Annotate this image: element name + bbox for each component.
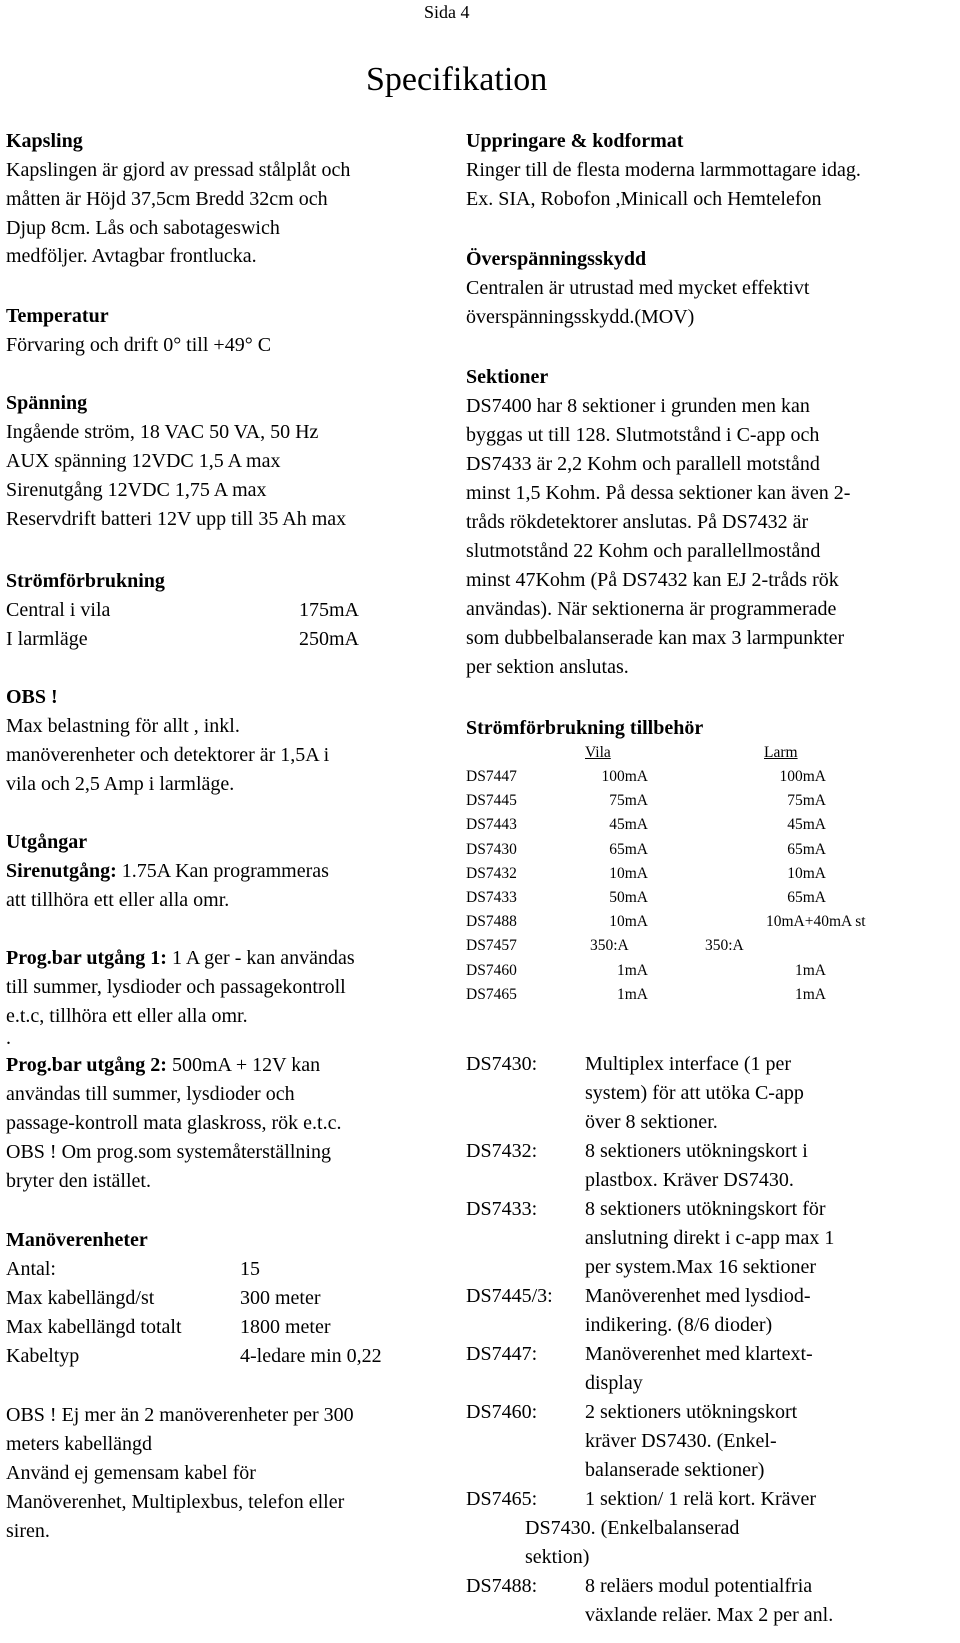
tillbehor-model: DS7432 bbox=[466, 864, 517, 882]
prog2-line: OBS ! Om prog.som systemåterställning bbox=[6, 1141, 331, 1163]
sektioner-line: byggas ut till 128. Slutmotstånd i C-app och bbox=[466, 424, 820, 446]
accessory-desc: sektion) bbox=[525, 1546, 590, 1568]
sektioner-line: som dubbelbalanserade kan max 3 larmpunkter bbox=[466, 627, 845, 649]
page-label: Sida 4 bbox=[424, 2, 470, 22]
uppringare-line: Ex. SIA, Robofon ,Minicall och Hemtelefon bbox=[466, 188, 822, 210]
sirenutgang-label: Sirenutgång: bbox=[6, 860, 117, 882]
tillbehor-col-vila: Vila bbox=[585, 744, 611, 761]
tillbehor-larm: 65mA bbox=[787, 840, 826, 858]
accessory-desc: balanserade sektioner) bbox=[585, 1459, 765, 1481]
accessory-desc: plastbox. Kräver DS7430. bbox=[585, 1169, 794, 1191]
accessory-desc: över 8 sektioner. bbox=[585, 1111, 718, 1133]
prog2-line: användas till summer, lysdioder och bbox=[6, 1083, 295, 1105]
prog2-line: bryter den istället. bbox=[6, 1170, 151, 1192]
accessory-desc: display bbox=[585, 1372, 643, 1394]
tillbehor-larm: 65mA bbox=[787, 889, 826, 906]
sirenutgang-line: att tillhöra ett eller alla omr. bbox=[6, 889, 230, 911]
overspanning-heading: Överspänningsskydd bbox=[466, 248, 647, 270]
accessory-model: DS7432: bbox=[466, 1140, 538, 1162]
tillbehor-model: DS7460 bbox=[466, 961, 517, 979]
prog1-line: . bbox=[6, 1027, 11, 1049]
accessory-desc: 8 sektioners utökningskort för bbox=[585, 1198, 826, 1220]
obs2-line: Manöverenhet, Multiplexbus, telefon eller bbox=[6, 1491, 345, 1513]
obs2-line: OBS ! Ej mer än 2 manöverenheter per 300 bbox=[6, 1404, 354, 1426]
accessory-desc: anslutning direkt i c-app max 1 bbox=[585, 1227, 835, 1249]
accessory-model: DS7445/3: bbox=[466, 1285, 553, 1307]
tillbehor-vila: 100mA bbox=[601, 768, 648, 785]
accessory-model: DS7488: bbox=[466, 1575, 538, 1597]
overspanning-line: överspänningsskydd.(MOV) bbox=[466, 306, 695, 328]
accessory-desc: system) för att utöka C-app bbox=[585, 1082, 804, 1104]
page-title: Specifikation bbox=[366, 61, 548, 98]
tillbehor-col-larm: Larm bbox=[764, 744, 798, 761]
manoverenheter-value: 1800 meter bbox=[240, 1316, 331, 1338]
prog1-line: e.t.c, tillhöra ett eller alla omr. bbox=[6, 1005, 248, 1027]
manoverenheter-value: 15 bbox=[240, 1258, 260, 1280]
sirenutgang-text: 1.75A Kan programmeras bbox=[116, 860, 329, 882]
temperatur-line: Förvaring och drift 0° till +49° C bbox=[6, 334, 272, 356]
tillbehor-heading: Strömförbrukning tillbehör bbox=[466, 717, 704, 739]
manoverenheter-label: Max kabellängd totalt bbox=[6, 1316, 182, 1338]
prog2-label: Prog.bar utgång 2: bbox=[6, 1054, 167, 1076]
tillbehor-larm: 100mA bbox=[779, 768, 826, 785]
tillbehor-vila: 1mA bbox=[617, 985, 648, 1003]
sektioner-line: slutmotstånd 22 Kohm och parallellmostånd bbox=[466, 540, 821, 562]
uppringare-line: Ringer till de flesta moderna larmmottagare idag. bbox=[466, 159, 861, 181]
tillbehor-model: DS7465 bbox=[466, 985, 517, 1003]
obs2-line: meters kabellängd bbox=[6, 1433, 153, 1455]
tillbehor-vila: 1mA bbox=[617, 961, 648, 979]
stromforbrukning-label: Central i vila bbox=[6, 599, 111, 621]
prog1-line: till summer, lysdioder och passagekontroll bbox=[6, 976, 346, 998]
accessory-desc: kräver DS7430. (Enkel- bbox=[585, 1430, 777, 1452]
sirenutgang-line bbox=[6, 861, 329, 881]
tillbehor-model: DS7488 bbox=[466, 913, 517, 931]
tillbehor-model: DS7457 bbox=[466, 937, 517, 955]
sektioner-line: minst 47Kohm (På DS7432 kan EJ 2-tråds rök bbox=[466, 569, 839, 591]
sektioner-line: per sektion anslutas. bbox=[466, 656, 629, 678]
kapsling-line: Kapslingen är gjord av pressad stålplåt och bbox=[6, 159, 351, 181]
stromforbrukning-label: I larmläge bbox=[6, 628, 88, 650]
obs-heading: OBS ! bbox=[6, 686, 58, 708]
sektioner-line: minst 1,5 Kohm. På dessa sektioner kan även 2- bbox=[466, 482, 851, 504]
prog2-text: 500mA + 12V kan bbox=[166, 1054, 321, 1076]
accessory-desc: Manöverenhet med klartext- bbox=[585, 1343, 813, 1365]
accessory-desc: DS7430. (Enkelbalanserad bbox=[525, 1517, 740, 1539]
obs-line: manöverenheter och detektorer är 1,5A i bbox=[6, 744, 330, 766]
manoverenheter-label: Antal: bbox=[6, 1258, 56, 1280]
accessory-model: DS7460: bbox=[466, 1401, 538, 1423]
sektioner-line: användas). När sektionerna är programmerade bbox=[466, 598, 837, 620]
spanning-heading: Spänning bbox=[6, 392, 88, 414]
accessory-model: DS7430: bbox=[466, 1053, 538, 1075]
accessory-desc: växlande reläer. Max 2 per anl. bbox=[585, 1604, 834, 1626]
accessory-desc: 8 reläers modul potentialfria bbox=[585, 1575, 813, 1597]
stromforbrukning-heading: Strömförbrukning bbox=[6, 570, 165, 592]
sektioner-line: DS7400 har 8 sektioner i grunden men kan bbox=[466, 395, 810, 417]
accessory-desc: Manöverenhet med lysdiod- bbox=[585, 1285, 811, 1307]
manoverenheter-heading: Manöverenheter bbox=[6, 1229, 148, 1251]
obs-line: vila och 2,5 Amp i larmläge. bbox=[6, 773, 235, 795]
spanning-line: Ingående ström, 18 VAC 50 VA, 50 Hz bbox=[6, 421, 319, 443]
tillbehor-larm: 75mA bbox=[787, 792, 826, 810]
accessory-desc: per system.Max 16 sektioner bbox=[585, 1256, 817, 1278]
utgangar-heading: Utgångar bbox=[6, 831, 88, 853]
tillbehor-vila: 65mA bbox=[609, 840, 648, 858]
sektioner-line: DS7433 är 2,2 Kohm och parallell motstånd bbox=[466, 453, 820, 475]
tillbehor-model: DS7430 bbox=[466, 840, 517, 858]
manoverenheter-label: Max kabellängd/st bbox=[6, 1287, 155, 1309]
prog1-text: 1 A ger - kan användas bbox=[166, 947, 355, 969]
tillbehor-larm: 350:A bbox=[705, 937, 744, 955]
tillbehor-model: DS7443 bbox=[466, 816, 517, 834]
obs-line: Max belastning för allt , inkl. bbox=[6, 715, 240, 737]
tillbehor-vila: 350:A bbox=[590, 937, 629, 955]
tillbehor-vila: 50mA bbox=[609, 889, 648, 906]
tillbehor-model: DS7445 bbox=[466, 792, 517, 810]
tillbehor-larm: 45mA bbox=[787, 816, 826, 834]
tillbehor-vila: 10mA bbox=[609, 913, 648, 931]
prog2-line: passage-kontroll mata glaskross, rök e.t.c. bbox=[6, 1112, 342, 1134]
tillbehor-model: DS7447 bbox=[466, 768, 517, 785]
manoverenheter-value: 4-ledare min 0,22 bbox=[240, 1345, 382, 1367]
kapsling-heading: Kapsling bbox=[6, 130, 83, 152]
tillbehor-model: DS7433 bbox=[466, 889, 517, 906]
sektioner-heading: Sektioner bbox=[466, 366, 549, 388]
spanning-line: Sirenutgång 12VDC 1,75 A max bbox=[6, 479, 267, 501]
kapsling-line: medföljer. Avtagbar frontlucka. bbox=[6, 245, 257, 267]
uppringare-heading: Uppringare & kodformat bbox=[466, 130, 684, 152]
accessory-desc: Multiplex interface (1 per bbox=[585, 1053, 792, 1075]
accessory-model: DS7433: bbox=[466, 1198, 538, 1220]
manoverenheter-label: Kabeltyp bbox=[6, 1345, 80, 1367]
spanning-line: AUX spänning 12VDC 1,5 A max bbox=[6, 450, 281, 472]
accessory-desc: 8 sektioners utökningskort i bbox=[585, 1140, 808, 1162]
tillbehor-vila: 75mA bbox=[609, 792, 648, 810]
accessory-desc: 1 sektion/ 1 relä kort. Kräver bbox=[585, 1488, 817, 1510]
prog1-line bbox=[6, 948, 355, 968]
accessory-desc: indikering. (8/6 dioder) bbox=[585, 1314, 773, 1336]
temperatur-heading: Temperatur bbox=[6, 305, 109, 327]
tillbehor-vila: 45mA bbox=[609, 816, 648, 834]
stromforbrukning-value: 250mA bbox=[299, 628, 359, 650]
tillbehor-larm: 10mA bbox=[787, 864, 826, 882]
obs2-line: Använd ej gemensam kabel för bbox=[6, 1462, 256, 1484]
spanning-line: Reservdrift batteri 12V upp till 35 Ah max bbox=[6, 508, 347, 530]
accessory-model: DS7465: bbox=[466, 1488, 538, 1510]
tillbehor-larm: 1mA bbox=[795, 961, 826, 979]
kapsling-line: måtten är Höjd 37,5cm Bredd 32cm och bbox=[6, 188, 328, 210]
sektioner-line: tråds rökdetektorer anslutas. På DS7432 är bbox=[466, 511, 809, 533]
stromforbrukning-value: 175mA bbox=[299, 599, 359, 621]
tillbehor-larm: 10mA+40mA st bbox=[766, 913, 866, 931]
accessory-model: DS7447: bbox=[466, 1343, 538, 1365]
obs2-line: siren. bbox=[6, 1520, 50, 1542]
overspanning-line: Centralen är utrustad med mycket effektivt bbox=[466, 277, 810, 299]
kapsling-line: Djup 8cm. Lås och sabotageswich bbox=[6, 217, 280, 239]
tillbehor-larm: 1mA bbox=[795, 985, 826, 1003]
manoverenheter-value: 300 meter bbox=[240, 1287, 321, 1309]
accessory-desc: 2 sektioners utökningskort bbox=[585, 1401, 798, 1423]
prog1-label: Prog.bar utgång 1: bbox=[6, 947, 167, 969]
tillbehor-vila: 10mA bbox=[609, 864, 648, 882]
prog2-line bbox=[6, 1055, 320, 1075]
